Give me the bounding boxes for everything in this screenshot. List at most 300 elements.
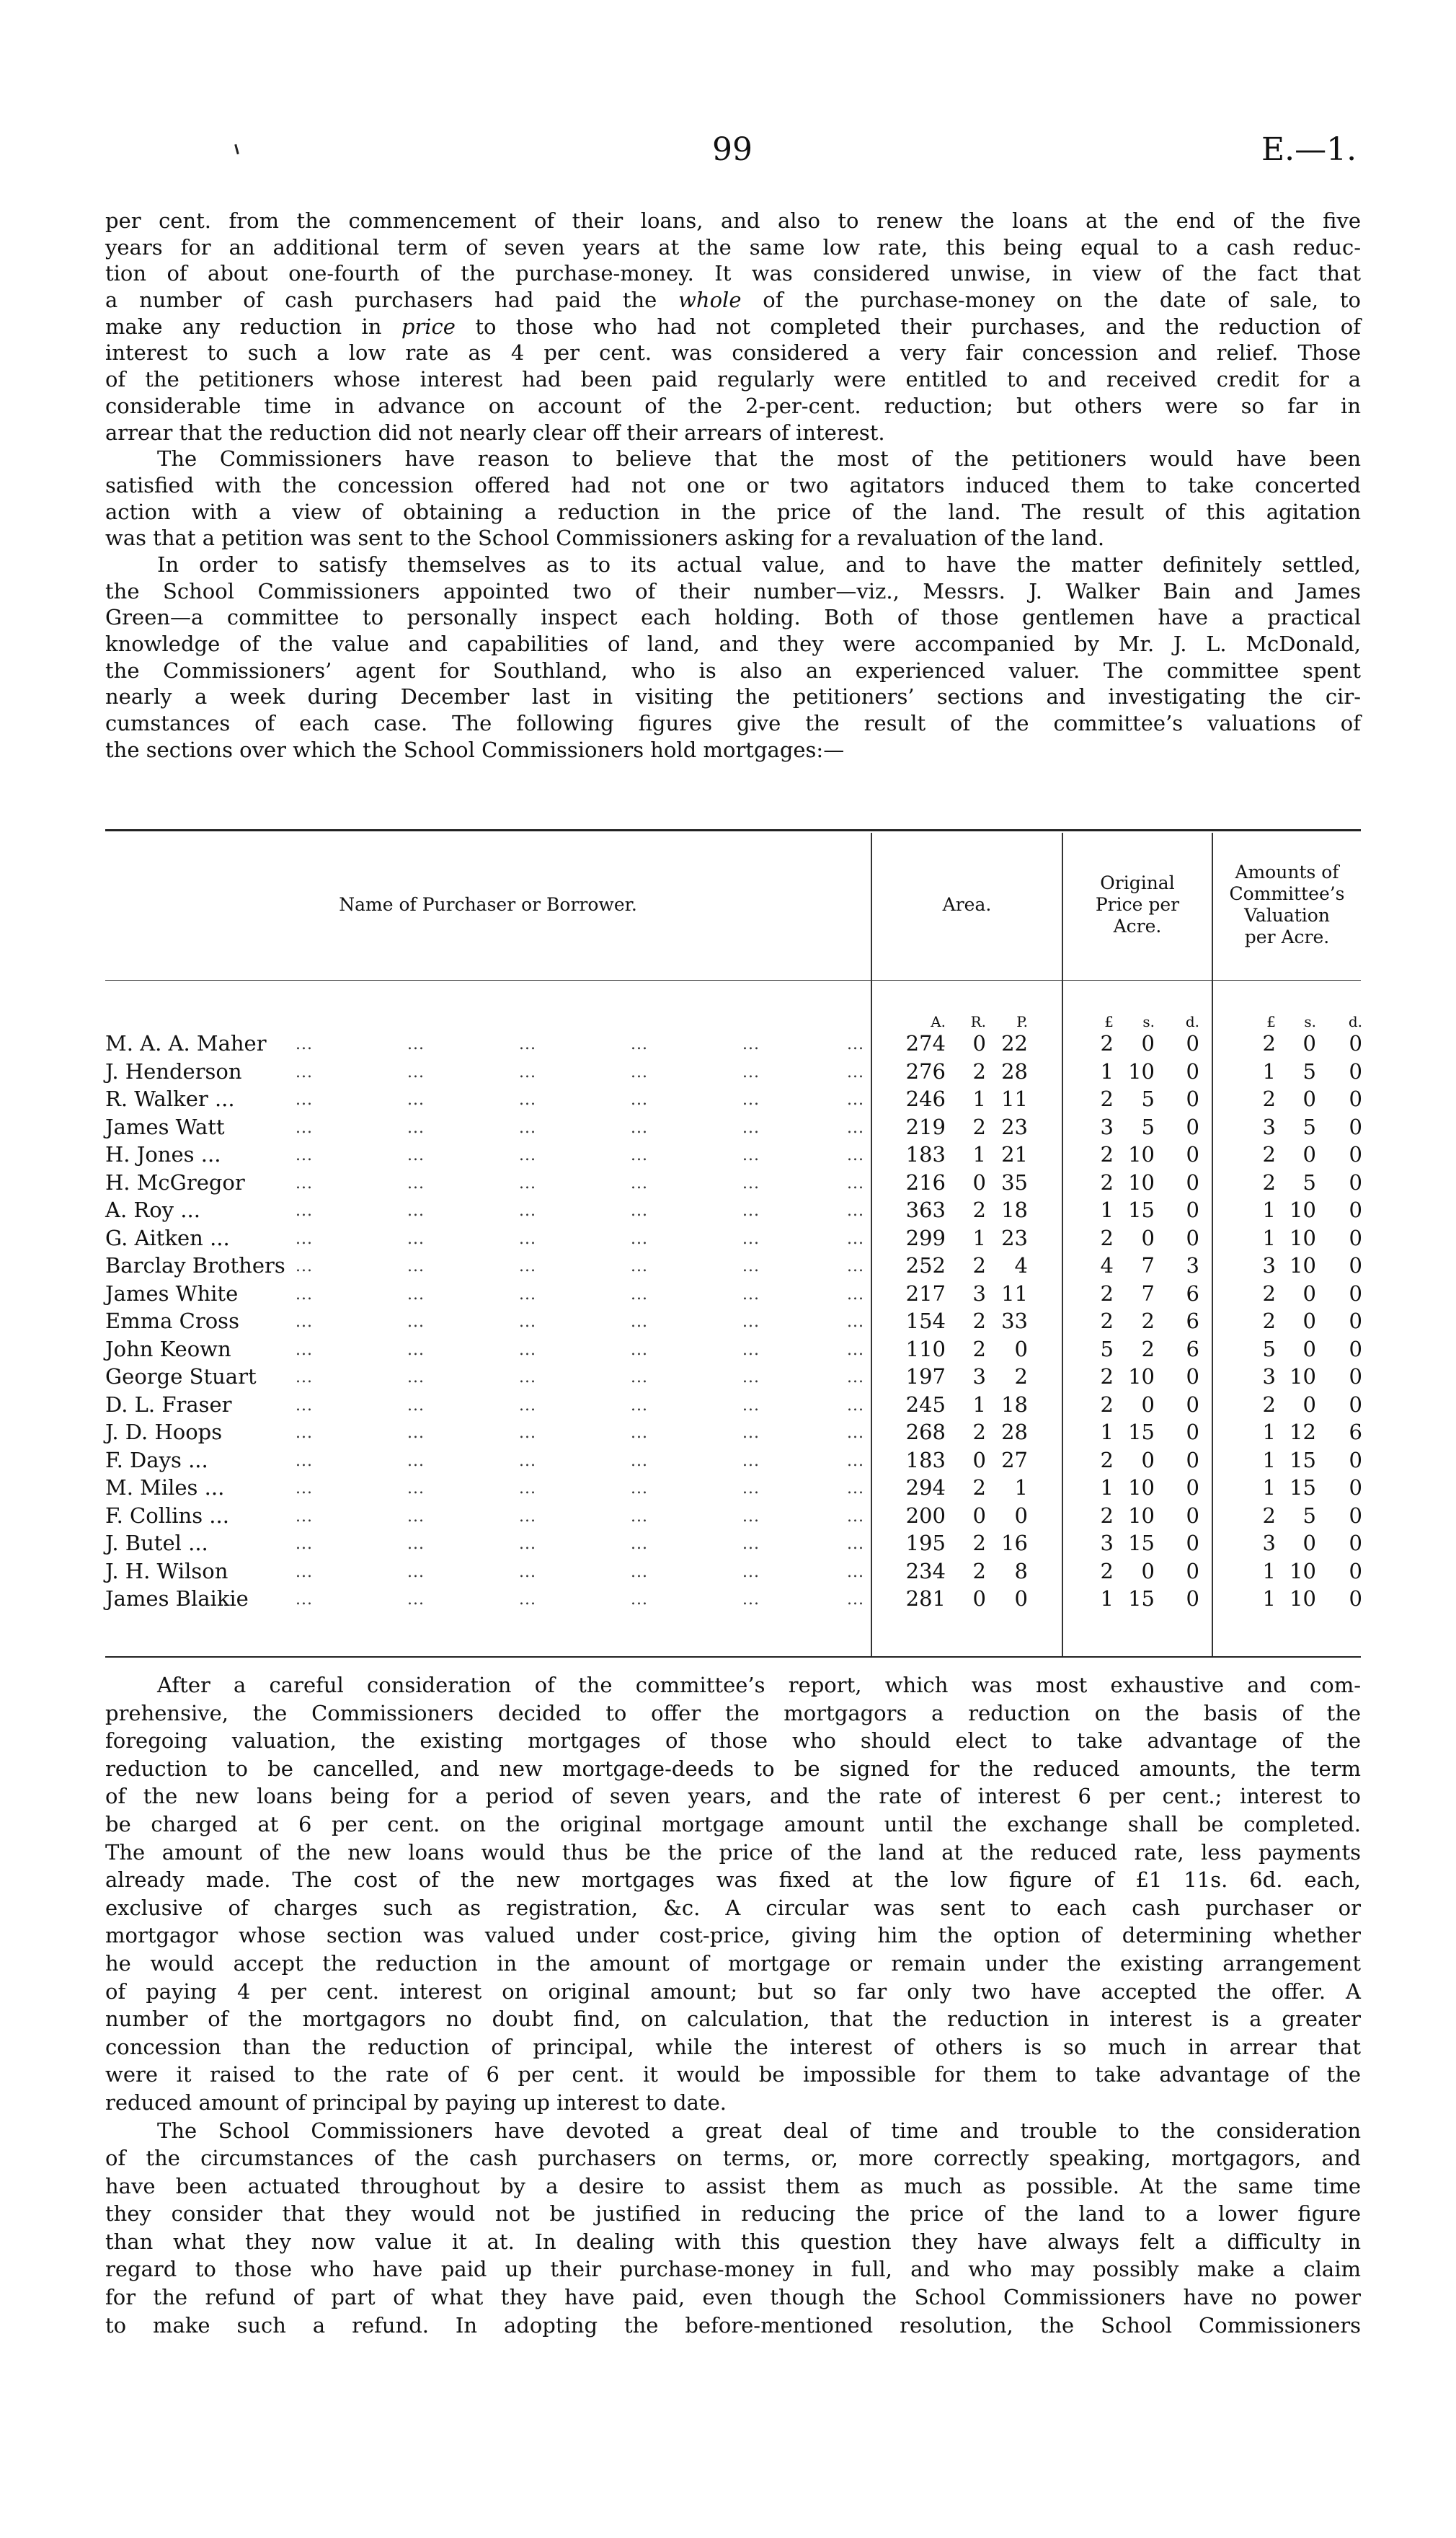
price-value: 15 — [1128, 1420, 1155, 1444]
leader-dots: ... — [407, 1174, 425, 1193]
price-value: 2 — [1100, 1364, 1114, 1389]
leader-dots: ... — [847, 1202, 864, 1220]
purchaser-name: George Stuart — [105, 1364, 257, 1389]
valuation-value: 3 — [1262, 1531, 1276, 1555]
leader-dots: ... — [519, 1118, 536, 1137]
price-value: 0 — [1186, 1420, 1199, 1444]
area-value: 33 — [1001, 1309, 1028, 1333]
area-value: 2 — [972, 1336, 986, 1361]
header-line: per Acre. — [1244, 927, 1330, 947]
price-value: 1 — [1100, 1198, 1114, 1222]
price-value: 0 — [1141, 1225, 1155, 1250]
area-value: 1 — [972, 1087, 986, 1111]
header-line: Acre. — [1113, 916, 1162, 937]
valuation-value: 10 — [1289, 1225, 1316, 1250]
area-value: 11 — [1001, 1087, 1028, 1111]
purchaser-name: J. Henderson — [105, 1058, 242, 1084]
leader-dots: ... — [519, 1091, 536, 1109]
leader-dots: ... — [742, 1146, 760, 1164]
price-value: 2 — [1100, 1169, 1114, 1195]
unit-label: d. — [1185, 1013, 1199, 1030]
area-value: 183 — [905, 1142, 946, 1167]
area-value: 18 — [1001, 1198, 1028, 1222]
purchaser-name: James Blaikie — [105, 1586, 249, 1611]
valuation-value: 5 — [1302, 1169, 1316, 1195]
valuation-value: 0 — [1349, 1198, 1362, 1222]
purchaser-name: H. McGregor — [105, 1169, 245, 1195]
valuation-value: 0 — [1302, 1392, 1316, 1417]
leader-dots: ... — [407, 1146, 425, 1164]
area-value: 2 — [972, 1198, 986, 1222]
area-value: 252 — [905, 1253, 946, 1278]
leader-dots: ... — [519, 1146, 536, 1164]
valuation-value: 3 — [1262, 1114, 1276, 1139]
leader-dots: ... — [519, 1257, 536, 1275]
area-value: 0 — [972, 1503, 986, 1528]
purchaser-name: James Watt — [105, 1114, 225, 1139]
valuation-value: 0 — [1349, 1253, 1362, 1278]
leader-dots: ... — [407, 1035, 425, 1053]
leader-dots: ... — [742, 1202, 760, 1220]
leader-dots: ... — [407, 1451, 425, 1470]
unit-label: s. — [1142, 1013, 1155, 1030]
text-line: After a careful consideration of the committee’s report, which was most exhaustive and com- — [157, 1673, 1361, 1697]
area-value: 28 — [1001, 1420, 1028, 1444]
valuation-value: 12 — [1289, 1420, 1316, 1444]
valuation-value: 6 — [1349, 1420, 1362, 1444]
leader-dots: ... — [742, 1591, 760, 1609]
valuation-value: 2 — [1262, 1169, 1276, 1195]
leader-dots: ... — [847, 1480, 864, 1498]
document-reference: E.—1. — [1261, 131, 1357, 168]
area-value: 110 — [905, 1336, 946, 1361]
leader-dots: ... — [847, 1562, 864, 1581]
header-bottom-rule — [105, 980, 1361, 981]
area-value: 0 — [972, 1586, 986, 1611]
price-value: 2 — [1100, 1142, 1114, 1167]
price-value: 2 — [1141, 1309, 1155, 1333]
leader-dots: ... — [407, 1535, 425, 1553]
area-value: 268 — [905, 1420, 946, 1444]
text-line: nearly a week during December last in visiting the petitioners’ sections and investigating the cir- — [105, 684, 1361, 709]
valuation-value: 10 — [1289, 1364, 1316, 1389]
leader-dots: ... — [631, 1091, 648, 1109]
area-value: 1 — [972, 1392, 986, 1417]
area-value: 245 — [905, 1392, 946, 1417]
valuation-value: 10 — [1289, 1558, 1316, 1583]
area-value: 16 — [1001, 1531, 1028, 1555]
conclusion-text — [105, 1671, 1361, 2339]
valuation-value: 0 — [1349, 1031, 1362, 1056]
valuation-value: 0 — [1349, 1531, 1362, 1555]
text-line: for the refund of part of what they have paid, even though the School Commissioners have no power — [105, 2285, 1361, 2310]
text-line: arrear that the reduction did not nearly clear off their arrears of interest. — [105, 420, 885, 445]
area-value: 183 — [905, 1447, 946, 1472]
leader-dots: ... — [519, 1451, 536, 1470]
text-line: make any reduction in price to those who had not completed their purchases, and the reduction of — [105, 314, 1361, 339]
leader-dots: ... — [519, 1369, 536, 1387]
area-value: 2 — [972, 1420, 986, 1444]
leader-dots: ... — [742, 1174, 760, 1193]
valuation-value: 2 — [1262, 1309, 1276, 1333]
unit-label: d. — [1348, 1013, 1362, 1030]
price-value: 1 — [1100, 1420, 1114, 1444]
valuation-value: 2 — [1262, 1392, 1276, 1417]
area-value: 8 — [1014, 1558, 1028, 1583]
valuation-value: 0 — [1349, 1586, 1362, 1611]
leader-dots: ... — [407, 1202, 425, 1220]
area-value: 281 — [905, 1586, 946, 1611]
price-value: 2 — [1100, 1087, 1114, 1111]
valuation-value: 5 — [1262, 1336, 1276, 1361]
leader-dots: ... — [519, 1063, 536, 1082]
leader-dots: ... — [519, 1035, 536, 1053]
purchaser-name: G. Aitken ... — [105, 1225, 230, 1250]
price-value: 15 — [1128, 1531, 1155, 1555]
purchaser-name: H. Jones ... — [105, 1142, 221, 1167]
purchaser-name: M. A. A. Maher — [105, 1031, 267, 1056]
text-line: regard to those who have paid up their purchase-money in full, and who may possibly make a claim — [105, 2257, 1361, 2282]
text-line: tion of about one-fourth of the purchase-money. It was considered unwise, in view of the fact that — [105, 261, 1361, 286]
header-original-price — [1063, 872, 1212, 937]
valuation-value: 1 — [1262, 1558, 1276, 1583]
text-line: The School Commissioners have devoted a great deal of time and trouble to the consideration — [157, 2118, 1361, 2143]
area-value: 274 — [905, 1031, 946, 1056]
text-line: mortgagor whose section was valued under cost-price, giving him the option of determining whether — [105, 1923, 1361, 1948]
valuation-value: 0 — [1302, 1281, 1316, 1306]
leader-dots: ... — [296, 1202, 313, 1220]
leader-dots: ... — [519, 1424, 536, 1442]
price-value: 0 — [1186, 1198, 1199, 1222]
leader-dots: ... — [296, 1285, 313, 1304]
leader-dots: ... — [631, 1118, 648, 1137]
leader-dots: ... — [847, 1424, 864, 1442]
valuation-value: 2 — [1262, 1142, 1276, 1167]
valuation-value: 15 — [1289, 1447, 1316, 1472]
leader-dots: ... — [296, 1507, 313, 1526]
leader-dots: ... — [407, 1480, 425, 1498]
text-line: reduction to be cancelled, and new mortgage-deeds to be signed for the reduced amounts, the term — [105, 1756, 1361, 1781]
price-value: 3 — [1100, 1531, 1114, 1555]
price-value: 0 — [1186, 1058, 1199, 1084]
leader-dots: ... — [519, 1340, 536, 1359]
text-line: prehensive, the Commissioners decided to offer the mortgagors a reduction on the basis of the — [105, 1700, 1361, 1725]
leader-dots: ... — [742, 1340, 760, 1359]
leader-dots: ... — [631, 1340, 648, 1359]
text-line: to make such a refund. In adopting the before-mentioned resolution, the School Commissioners — [105, 2312, 1361, 2338]
leader-dots: ... — [742, 1257, 760, 1275]
leader-dots: ... — [631, 1313, 648, 1331]
price-value: 10 — [1128, 1142, 1155, 1167]
leader-dots: ... — [631, 1451, 648, 1470]
text-line: of the circumstances of the cash purchasers on terms, or, more correctly speaking, mortgagors, and — [105, 2146, 1361, 2171]
price-value: 0 — [1186, 1392, 1199, 1417]
area-value: 0 — [1014, 1586, 1028, 1611]
valuation-value: 0 — [1302, 1336, 1316, 1361]
leader-dots: ... — [847, 1035, 864, 1053]
leader-dots: ... — [847, 1257, 864, 1275]
valuation-value: 1 — [1262, 1420, 1276, 1444]
leader-dots: ... — [631, 1257, 648, 1275]
header-line: Amounts of — [1235, 862, 1339, 883]
leader-dots: ... — [296, 1146, 313, 1164]
leader-dots: ... — [407, 1118, 425, 1137]
leader-dots: ... — [847, 1591, 864, 1609]
leader-dots: ... — [742, 1229, 760, 1248]
leader-dots: ... — [631, 1480, 648, 1498]
area-value: 200 — [905, 1503, 946, 1528]
valuation-value: 0 — [1349, 1392, 1362, 1417]
leader-dots: ... — [519, 1202, 536, 1220]
purchaser-name: Barclay Brothers — [105, 1253, 285, 1278]
area-value: 1 — [972, 1142, 986, 1167]
text-line: concession than the reduction of principal, while the interest of others is so much in arrear that — [105, 2034, 1361, 2059]
leader-dots: ... — [519, 1229, 536, 1248]
leader-dots: ... — [742, 1480, 760, 1498]
leader-dots: ... — [742, 1424, 760, 1442]
valuation-value: 0 — [1302, 1309, 1316, 1333]
valuation-value: 0 — [1349, 1114, 1362, 1139]
header-name: Name of Purchaser or Borrower. — [339, 894, 637, 915]
leader-dots: ... — [407, 1340, 425, 1359]
valuation-value: 5 — [1302, 1503, 1316, 1528]
price-value: 0 — [1186, 1503, 1199, 1528]
leader-dots: ... — [742, 1396, 760, 1415]
leader-dots: ... — [296, 1480, 313, 1498]
price-value: 7 — [1141, 1253, 1155, 1278]
valuation-value: 1 — [1262, 1447, 1276, 1472]
price-value: 15 — [1128, 1586, 1155, 1611]
text-line: the School Commissioners appointed two of their number—viz., Messrs. J. Walker Bain and James — [105, 578, 1361, 603]
text-line: The amount of the new loans would thus be the price of the land at the reduced rate, less payments — [105, 1839, 1361, 1865]
area-value: 363 — [905, 1198, 946, 1222]
valuation-value: 0 — [1302, 1531, 1316, 1555]
price-value: 10 — [1128, 1169, 1155, 1195]
area-value: 3 — [972, 1364, 986, 1389]
area-value: 246 — [905, 1087, 946, 1111]
area-value: 23 — [1001, 1225, 1028, 1250]
leader-dots: ... — [847, 1229, 864, 1248]
leader-dots: ... — [296, 1063, 313, 1082]
valuation-value: 1 — [1262, 1586, 1276, 1611]
leader-dots: ... — [407, 1396, 425, 1415]
valuation-value: 0 — [1349, 1058, 1362, 1084]
text-line: were it raised to the rate of 6 per cent. it would be impossible for them to take advantage of the — [105, 2062, 1361, 2087]
leader-dots: ... — [407, 1313, 425, 1331]
leader-dots: ... — [296, 1396, 313, 1415]
price-value: 2 — [1100, 1281, 1114, 1306]
area-value: 2 — [972, 1309, 986, 1333]
area-value: 28 — [1001, 1058, 1028, 1084]
price-value: 1 — [1100, 1586, 1114, 1611]
area-value: 2 — [972, 1114, 986, 1139]
leader-dots: ... — [296, 1451, 313, 1470]
purchaser-name: A. Roy ... — [105, 1198, 200, 1222]
leader-dots: ... — [631, 1202, 648, 1220]
leader-dots: ... — [847, 1174, 864, 1193]
purchaser-name: J. Butel ... — [105, 1531, 208, 1555]
leader-dots: ... — [407, 1507, 425, 1526]
area-value: 294 — [905, 1475, 946, 1500]
area-value: 22 — [1001, 1031, 1028, 1056]
price-value: 6 — [1186, 1336, 1199, 1361]
price-value: 0 — [1186, 1169, 1199, 1195]
header-line: Original — [1100, 872, 1175, 893]
price-value: 2 — [1100, 1503, 1114, 1528]
leader-dots: ... — [847, 1313, 864, 1331]
valuation-value: 0 — [1349, 1281, 1362, 1306]
text-line: number of the mortgagors no doubt find, on calculation, that the reduction in interest is a greater — [105, 2007, 1361, 2032]
leader-dots: ... — [296, 1562, 313, 1581]
leader-dots: ... — [847, 1451, 864, 1470]
price-value: 10 — [1128, 1058, 1155, 1084]
leader-dots: ... — [407, 1285, 425, 1304]
area-value: 234 — [905, 1558, 946, 1583]
text-line: satisfied with the concession offered had not one or two agitators induced them to take concerted — [105, 472, 1361, 498]
leader-dots: ... — [519, 1562, 536, 1581]
valuation-value: 10 — [1289, 1253, 1316, 1278]
purchaser-name: James White — [105, 1281, 239, 1306]
price-value: 0 — [1186, 1475, 1199, 1500]
column-divider-valuation — [1212, 833, 1213, 1656]
price-value: 0 — [1141, 1392, 1155, 1417]
leader-dots: ... — [519, 1507, 536, 1526]
valuation-value: 3 — [1262, 1364, 1276, 1389]
price-value: 2 — [1100, 1558, 1114, 1583]
area-value: 27 — [1001, 1447, 1028, 1472]
leader-dots: ... — [631, 1174, 648, 1193]
intro-text — [105, 208, 1361, 763]
header-area: Area. — [942, 894, 992, 915]
price-value: 5 — [1141, 1114, 1155, 1139]
leader-dots: ... — [742, 1118, 760, 1137]
leader-dots: ... — [631, 1507, 648, 1526]
valuation-value: 10 — [1289, 1198, 1316, 1222]
price-value: 1 — [1100, 1475, 1114, 1500]
area-value: 21 — [1001, 1142, 1028, 1167]
price-value: 0 — [1186, 1114, 1199, 1139]
text-line: reduced amount of principal by paying up interest to date. — [105, 2090, 727, 2115]
leader-dots: ... — [742, 1369, 760, 1387]
leader-dots: ... — [519, 1285, 536, 1304]
leader-dots: ... — [631, 1285, 648, 1304]
purchaser-name: F. Collins ... — [105, 1503, 229, 1528]
text-line: cumstances of each case. The following figures give the result of the committee’s valuations of — [105, 711, 1361, 736]
area-value: 4 — [1014, 1253, 1028, 1278]
area-value: 3 — [972, 1281, 986, 1306]
purchaser-name: M. Miles ... — [105, 1475, 225, 1500]
leader-dots: ... — [407, 1091, 425, 1109]
unit-label: P. — [1016, 1013, 1028, 1030]
leader-dots: ... — [631, 1035, 648, 1053]
valuation-value: 0 — [1302, 1142, 1316, 1167]
header-line: Valuation — [1244, 905, 1330, 926]
price-value: 10 — [1128, 1503, 1155, 1528]
valuation-value: 0 — [1349, 1169, 1362, 1195]
area-value: 2 — [972, 1058, 986, 1084]
text-line: of paying 4 per cent. interest on original amount; but so far only two have accepted the offer. A — [105, 1978, 1361, 2004]
unit-label: R. — [970, 1013, 986, 1030]
text-line: be charged at 6 per cent. on the original mortgage amount until the exchange shall be completed. — [105, 1811, 1361, 1836]
valuation-value: 0 — [1302, 1031, 1316, 1056]
text-line: foregoing valuation, the existing mortgages of those who should elect to take advantage of the — [105, 1728, 1361, 1754]
leader-dots: ... — [407, 1424, 425, 1442]
area-value: 195 — [905, 1531, 946, 1555]
price-value: 10 — [1128, 1475, 1155, 1500]
valuation-value: 1 — [1262, 1058, 1276, 1084]
price-value: 2 — [1100, 1225, 1114, 1250]
area-value: 2 — [1014, 1364, 1028, 1389]
leader-dots: ... — [631, 1591, 648, 1609]
area-value: 216 — [905, 1169, 946, 1195]
price-value: 0 — [1186, 1031, 1199, 1056]
leader-dots: ... — [407, 1229, 425, 1248]
valuation-value: 0 — [1349, 1503, 1362, 1528]
text-line: was that a petition was sent to the School Commissioners asking for a revaluation of the land. — [105, 526, 1105, 551]
area-value: 0 — [972, 1169, 986, 1195]
unit-label: £ — [1104, 1013, 1114, 1030]
leader-dots: ... — [742, 1091, 760, 1109]
leader-dots: ... — [631, 1369, 648, 1387]
area-value: 0 — [1014, 1503, 1028, 1528]
leader-dots: ... — [407, 1369, 425, 1387]
leader-dots: ... — [407, 1063, 425, 1082]
valuation-value: 0 — [1349, 1336, 1362, 1361]
leader-dots: ... — [519, 1313, 536, 1331]
area-value: 0 — [1014, 1336, 1028, 1361]
purchaser-name: R. Walker ... — [105, 1087, 235, 1111]
area-value: 217 — [905, 1281, 946, 1306]
price-value: 0 — [1141, 1447, 1155, 1472]
area-value: 219 — [905, 1114, 946, 1139]
table-bottom-rule — [105, 1656, 1361, 1658]
valuation-value: 0 — [1349, 1225, 1362, 1250]
price-value: 1 — [1100, 1058, 1114, 1084]
unit-label: s. — [1304, 1013, 1316, 1030]
valuation-value: 2 — [1262, 1503, 1276, 1528]
valuation-value: 1 — [1262, 1475, 1276, 1500]
price-value: 0 — [1141, 1558, 1155, 1583]
price-value: 2 — [1100, 1447, 1114, 1472]
valuation-value: 2 — [1262, 1087, 1276, 1111]
area-value: 35 — [1001, 1169, 1028, 1195]
area-value: 0 — [972, 1031, 986, 1056]
leader-dots: ... — [742, 1507, 760, 1526]
price-value: 2 — [1141, 1336, 1155, 1361]
column-divider-area — [871, 833, 872, 1656]
header-line: Committee’s — [1229, 883, 1345, 904]
text-line: interest to such a low rate as 4 per cent. was considered a very fair concession and relief. Those — [105, 340, 1361, 366]
area-value: 2 — [972, 1253, 986, 1278]
text-line: per cent. from the commencement of their loans, and also to renew the loans at the end of the five — [105, 208, 1361, 233]
leader-dots: ... — [742, 1535, 760, 1553]
price-value: 0 — [1186, 1447, 1199, 1472]
price-value: 2 — [1100, 1031, 1114, 1056]
leader-dots: ... — [407, 1591, 425, 1609]
text-line: of the new loans being for a period of seven years, and the rate of interest 6 per cent.; interest to — [105, 1784, 1361, 1809]
purchaser-name: J. H. Wilson — [105, 1558, 228, 1583]
price-value: 0 — [1186, 1558, 1199, 1583]
area-value: 1 — [1014, 1475, 1028, 1500]
leader-dots: ... — [847, 1535, 864, 1553]
purchaser-name: F. Days ... — [105, 1447, 208, 1472]
leader-dots: ... — [296, 1591, 313, 1609]
price-value: 2 — [1100, 1309, 1114, 1333]
price-value: 6 — [1186, 1281, 1199, 1306]
area-value: 2 — [972, 1475, 986, 1500]
leader-dots: ... — [847, 1369, 864, 1387]
leader-dots: ... — [847, 1340, 864, 1359]
